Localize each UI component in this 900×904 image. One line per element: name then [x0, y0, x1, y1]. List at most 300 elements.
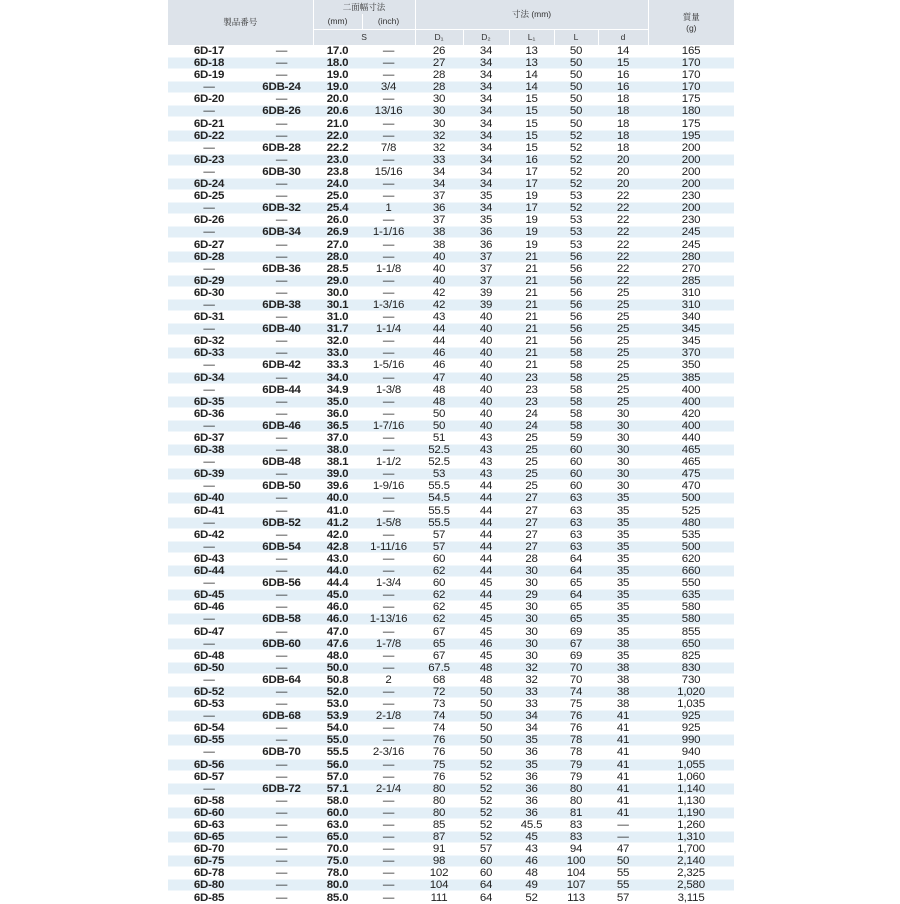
spec-table — [168, 0, 734, 904]
cell-dim-d: 35 — [598, 590, 648, 601]
cell-dim-d2: 45 — [463, 614, 509, 625]
cell-product-no-6db: — — [250, 118, 313, 129]
cell-dim-l: 64 — [554, 566, 598, 577]
header-mm: (mm) — [313, 14, 362, 30]
table-row — [168, 335, 734, 347]
cell-dim-l1: 35 — [509, 735, 554, 746]
table-row — [168, 577, 734, 589]
cell-dim-l1: 21 — [509, 360, 554, 371]
cell-size-mm: 46.0 — [313, 614, 362, 625]
cell-dim-d2: 39 — [463, 287, 509, 298]
cell-size-inch: — — [362, 868, 415, 879]
cell-size-inch: — — [362, 179, 415, 190]
cell-dim-l1: 21 — [509, 251, 554, 262]
cell-size-inch: 2-1/4 — [362, 783, 415, 794]
cell-dim-l1: 30 — [509, 650, 554, 661]
cell-product-no-6db: — — [250, 735, 313, 746]
cell-dim-d1: 74 — [415, 711, 463, 722]
cell-dim-d2: 34 — [463, 106, 509, 117]
cell-dim-d1: 67 — [415, 650, 463, 661]
cell-product-no-6db: — — [250, 191, 313, 202]
cell-product-no-6db: — — [250, 348, 313, 359]
cell-mass: 245 — [648, 227, 734, 238]
cell-size-inch: — — [362, 432, 415, 443]
table-row — [168, 384, 734, 396]
cell-dim-d: 35 — [598, 493, 648, 504]
cell-size-mm: 60.0 — [313, 807, 362, 818]
cell-dim-l: 64 — [554, 590, 598, 601]
cell-size-inch: — — [362, 348, 415, 359]
cell-dim-l1: 30 — [509, 578, 554, 589]
cell-dim-l: 113 — [554, 892, 598, 903]
cell-mass: 310 — [648, 287, 734, 298]
cell-product-no-6d: 6D-80 — [168, 880, 250, 891]
cell-size-mm: 41.0 — [313, 505, 362, 516]
table-row — [168, 686, 734, 698]
cell-dim-d1: 40 — [415, 263, 463, 274]
cell-dim-d: 38 — [598, 662, 648, 673]
cell-dim-d1: 30 — [415, 106, 463, 117]
cell-dim-l1: 21 — [509, 324, 554, 335]
cell-size-inch: 1-13/16 — [362, 614, 415, 625]
cell-dim-d1: 52.5 — [415, 457, 463, 468]
cell-dim-d: 55 — [598, 868, 648, 879]
cell-mass: 1,190 — [648, 807, 734, 818]
cell-size-mm: 45.0 — [313, 590, 362, 601]
cell-product-no-6d: 6D-20 — [168, 94, 250, 105]
header-two-face: 二面幅寸法 — [313, 0, 415, 14]
cell-dim-d1: 48 — [415, 384, 463, 395]
cell-mass: 1,130 — [648, 795, 734, 806]
cell-size-mm: 65.0 — [313, 832, 362, 843]
cell-size-mm: 40.0 — [313, 493, 362, 504]
cell-product-no-6db: 6DB-24 — [250, 82, 313, 93]
cell-dim-l1: 32 — [509, 662, 554, 673]
table-row — [168, 613, 734, 625]
cell-dim-d1: 26 — [415, 45, 463, 56]
cell-product-no-6db: 6DB-42 — [250, 360, 313, 371]
cell-mass: 550 — [648, 578, 734, 589]
cell-size-mm: 21.0 — [313, 118, 362, 129]
cell-product-no-6d: 6D-53 — [168, 699, 250, 710]
cell-product-no-6d: 6D-40 — [168, 493, 250, 504]
cell-mass: 500 — [648, 493, 734, 504]
cell-product-no-6d: — — [168, 384, 250, 395]
cell-dim-l: 56 — [554, 312, 598, 323]
cell-dim-l: 58 — [554, 408, 598, 419]
cell-dim-d1: 68 — [415, 674, 463, 685]
cell-dim-d1: 67 — [415, 626, 463, 637]
cell-size-inch: — — [362, 493, 415, 504]
cell-dim-d2: 34 — [463, 166, 509, 177]
cell-dim-l: 78 — [554, 735, 598, 746]
cell-dim-d: 25 — [598, 384, 648, 395]
cell-dim-d1: 62 — [415, 566, 463, 577]
cell-dim-d1: 76 — [415, 771, 463, 782]
cell-dim-l1: 30 — [509, 614, 554, 625]
cell-size-mm: 42.0 — [313, 529, 362, 540]
cell-dim-l1: 36 — [509, 807, 554, 818]
cell-product-no-6db: — — [250, 723, 313, 734]
cell-dim-l: 63 — [554, 493, 598, 504]
cell-dim-d: 57 — [598, 892, 648, 903]
header-l1: L₁ — [509, 30, 554, 46]
cell-dim-l1: 21 — [509, 299, 554, 310]
cell-dim-d: 41 — [598, 723, 648, 734]
cell-mass: 2,580 — [648, 880, 734, 891]
cell-product-no-6d: 6D-39 — [168, 469, 250, 480]
table-row — [168, 287, 734, 299]
table-row — [168, 819, 734, 831]
cell-dim-d2: 44 — [463, 529, 509, 540]
table-row — [168, 408, 734, 420]
cell-product-no-6d: 6D-60 — [168, 807, 250, 818]
cell-dim-l1: 25 — [509, 457, 554, 468]
cell-size-mm: 38.1 — [313, 457, 362, 468]
cell-size-inch: 1-1/2 — [362, 457, 415, 468]
cell-mass: 650 — [648, 638, 734, 649]
cell-dim-d: 41 — [598, 807, 648, 818]
cell-dim-d: 30 — [598, 481, 648, 492]
cell-product-no-6db: — — [250, 372, 313, 383]
table-row — [168, 795, 734, 807]
cell-product-no-6db: 6DB-34 — [250, 227, 313, 238]
cell-mass: 1,060 — [648, 771, 734, 782]
cell-dim-d1: 36 — [415, 203, 463, 214]
cell-size-inch: — — [362, 566, 415, 577]
spec-sheet — [168, 0, 734, 904]
cell-size-mm: 75.0 — [313, 856, 362, 867]
cell-size-mm: 36.5 — [313, 420, 362, 431]
cell-dim-l: 70 — [554, 662, 598, 673]
cell-product-no-6d: 6D-52 — [168, 686, 250, 697]
cell-product-no-6db: 6DB-70 — [250, 747, 313, 758]
cell-product-no-6d: 6D-48 — [168, 650, 250, 661]
cell-size-inch: 3/4 — [362, 82, 415, 93]
cell-size-inch: — — [362, 469, 415, 480]
cell-dim-d: 18 — [598, 94, 648, 105]
cell-dim-l1: 43 — [509, 844, 554, 855]
cell-dim-d1: 42 — [415, 287, 463, 298]
table-row — [168, 541, 734, 553]
cell-size-mm: 34.0 — [313, 372, 362, 383]
cell-product-no-6d: — — [168, 481, 250, 492]
table-row — [168, 783, 734, 795]
table-body — [168, 45, 734, 904]
cell-size-mm: 55.5 — [313, 747, 362, 758]
cell-dim-d: 41 — [598, 711, 648, 722]
cell-dim-d1: 50 — [415, 408, 463, 419]
table-row — [168, 118, 734, 130]
cell-size-inch: — — [362, 699, 415, 710]
cell-product-no-6d: — — [168, 578, 250, 589]
cell-size-inch: — — [362, 819, 415, 830]
cell-mass: 400 — [648, 396, 734, 407]
cell-dim-d: 35 — [598, 517, 648, 528]
table-row — [168, 432, 734, 444]
cell-mass: 465 — [648, 457, 734, 468]
cell-dim-l: 56 — [554, 324, 598, 335]
cell-dim-l1: 24 — [509, 420, 554, 431]
cell-size-inch: — — [362, 287, 415, 298]
cell-dim-d1: 102 — [415, 868, 463, 879]
cell-dim-d1: 111 — [415, 892, 463, 903]
cell-mass: 400 — [648, 384, 734, 395]
cell-dim-l1: 25 — [509, 469, 554, 480]
table-row — [168, 601, 734, 613]
cell-dim-d2: 40 — [463, 324, 509, 335]
cell-size-inch: — — [362, 58, 415, 69]
cell-mass: 280 — [648, 251, 734, 262]
cell-product-no-6db: — — [250, 880, 313, 891]
cell-dim-d2: 50 — [463, 699, 509, 710]
cell-product-no-6d: 6D-21 — [168, 118, 250, 129]
cell-size-inch: — — [362, 191, 415, 202]
cell-size-mm: 54.0 — [313, 723, 362, 734]
cell-dim-d1: 43 — [415, 312, 463, 323]
cell-dim-d: — — [598, 832, 648, 843]
table-row — [168, 154, 734, 166]
cell-product-no-6d: 6D-30 — [168, 287, 250, 298]
cell-size-mm: 47.0 — [313, 626, 362, 637]
cell-dim-l1: 15 — [509, 118, 554, 129]
cell-dim-d: 18 — [598, 130, 648, 141]
table-row — [168, 468, 734, 480]
cell-dim-l: 56 — [554, 336, 598, 347]
cell-size-mm: 28.5 — [313, 263, 362, 274]
cell-dim-d1: 62 — [415, 614, 463, 625]
cell-dim-l1: 27 — [509, 493, 554, 504]
cell-dim-d: 25 — [598, 348, 648, 359]
cell-dim-l1: 13 — [509, 45, 554, 56]
cell-dim-d: 18 — [598, 118, 648, 129]
cell-product-no-6db: 6DB-26 — [250, 106, 313, 117]
cell-dim-d: 25 — [598, 360, 648, 371]
cell-dim-l: 56 — [554, 275, 598, 286]
cell-size-inch: 7/8 — [362, 142, 415, 153]
cell-mass: 990 — [648, 735, 734, 746]
table-row — [168, 734, 734, 746]
cell-product-no-6db: — — [250, 130, 313, 141]
cell-size-mm: 57.0 — [313, 771, 362, 782]
cell-dim-d: 41 — [598, 735, 648, 746]
cell-dim-l: 81 — [554, 807, 598, 818]
cell-dim-d2: 44 — [463, 493, 509, 504]
cell-size-mm: 85.0 — [313, 892, 362, 903]
cell-product-no-6d: 6D-29 — [168, 275, 250, 286]
table-row — [168, 226, 734, 238]
cell-product-no-6d: — — [168, 324, 250, 335]
cell-product-no-6db: — — [250, 336, 313, 347]
cell-dim-d: 30 — [598, 445, 648, 456]
cell-dim-l: 76 — [554, 711, 598, 722]
table-row — [168, 190, 734, 202]
cell-product-no-6db: — — [250, 312, 313, 323]
cell-product-no-6d: 6D-19 — [168, 70, 250, 81]
cell-product-no-6d: 6D-44 — [168, 566, 250, 577]
cell-size-inch: — — [362, 759, 415, 770]
cell-size-mm: 33.3 — [313, 360, 362, 371]
cell-dim-d1: 51 — [415, 432, 463, 443]
cell-size-mm: 26.0 — [313, 215, 362, 226]
cell-size-mm: 22.0 — [313, 130, 362, 141]
cell-dim-d2: 50 — [463, 686, 509, 697]
table-row — [168, 674, 734, 686]
cell-product-no-6d: — — [168, 457, 250, 468]
cell-dim-d: 15 — [598, 58, 648, 69]
cell-size-mm: 63.0 — [313, 819, 362, 830]
cell-dim-d: 35 — [598, 541, 648, 552]
cell-dim-d1: 38 — [415, 227, 463, 238]
cell-product-no-6d: 6D-22 — [168, 130, 250, 141]
cell-dim-d1: 47 — [415, 372, 463, 383]
cell-dim-d: 38 — [598, 686, 648, 697]
table-row — [168, 892, 734, 904]
cell-dim-d1: 60 — [415, 578, 463, 589]
cell-dim-d: 25 — [598, 324, 648, 335]
cell-size-inch: — — [362, 70, 415, 81]
cell-dim-d: 22 — [598, 239, 648, 250]
cell-product-no-6db: — — [250, 662, 313, 673]
cell-size-mm: 47.6 — [313, 638, 362, 649]
cell-size-mm: 78.0 — [313, 868, 362, 879]
cell-dim-d2: 43 — [463, 469, 509, 480]
cell-mass: 465 — [648, 445, 734, 456]
cell-product-no-6db: — — [250, 179, 313, 190]
cell-product-no-6d: — — [168, 166, 250, 177]
cell-dim-d: 22 — [598, 227, 648, 238]
cell-mass: 165 — [648, 45, 734, 56]
cell-dim-d2: 40 — [463, 360, 509, 371]
cell-dim-d: 20 — [598, 166, 648, 177]
table-row — [168, 843, 734, 855]
cell-dim-l: 74 — [554, 686, 598, 697]
cell-dim-d2: 44 — [463, 517, 509, 528]
cell-size-inch: — — [362, 275, 415, 286]
cell-dim-d: 30 — [598, 420, 648, 431]
cell-dim-l: 58 — [554, 360, 598, 371]
cell-size-inch: — — [362, 807, 415, 818]
table-row — [168, 45, 734, 57]
cell-size-mm: 44.0 — [313, 566, 362, 577]
cell-product-no-6d: 6D-23 — [168, 154, 250, 165]
cell-dim-d1: 28 — [415, 82, 463, 93]
cell-size-mm: 31.7 — [313, 324, 362, 335]
table-row — [168, 239, 734, 251]
cell-dim-d: 25 — [598, 396, 648, 407]
cell-dim-d2: 34 — [463, 203, 509, 214]
cell-product-no-6db: — — [250, 275, 313, 286]
cell-size-mm: 20.0 — [313, 94, 362, 105]
cell-mass: 1,260 — [648, 819, 734, 830]
cell-size-inch: — — [362, 832, 415, 843]
cell-dim-l: 58 — [554, 396, 598, 407]
cell-product-no-6d: 6D-42 — [168, 529, 250, 540]
table-row — [168, 879, 734, 891]
cell-mass: 385 — [648, 372, 734, 383]
table-row — [168, 456, 734, 468]
cell-size-mm: 39.6 — [313, 481, 362, 492]
cell-dim-d: 30 — [598, 457, 648, 468]
cell-dim-l: 50 — [554, 94, 598, 105]
cell-dim-l: 60 — [554, 481, 598, 492]
cell-size-mm: 24.0 — [313, 179, 362, 190]
cell-dim-d2: 64 — [463, 880, 509, 891]
cell-product-no-6d: — — [168, 227, 250, 238]
cell-dim-d: 35 — [598, 650, 648, 661]
cell-dim-d: 25 — [598, 336, 648, 347]
cell-dim-l: 52 — [554, 130, 598, 141]
cell-dim-d2: 39 — [463, 299, 509, 310]
cell-dim-d: 22 — [598, 275, 648, 286]
table-row — [168, 855, 734, 867]
cell-dim-l1: 33 — [509, 699, 554, 710]
cell-dim-d2: 34 — [463, 142, 509, 153]
cell-size-mm: 38.0 — [313, 445, 362, 456]
cell-dim-l: 67 — [554, 638, 598, 649]
cell-dim-d2: 43 — [463, 432, 509, 443]
cell-size-inch: — — [362, 686, 415, 697]
cell-mass: 285 — [648, 275, 734, 286]
cell-dim-d1: 67.5 — [415, 662, 463, 673]
table-row — [168, 807, 734, 819]
cell-dim-l: 52 — [554, 179, 598, 190]
cell-product-no-6d: 6D-57 — [168, 771, 250, 782]
cell-dim-l: 94 — [554, 844, 598, 855]
cell-dim-d1: 80 — [415, 807, 463, 818]
table-row — [168, 263, 734, 275]
cell-product-no-6d: 6D-37 — [168, 432, 250, 443]
cell-dim-l1: 21 — [509, 263, 554, 274]
cell-dim-d2: 40 — [463, 408, 509, 419]
cell-product-no-6db: — — [250, 590, 313, 601]
cell-dim-d: 35 — [598, 578, 648, 589]
cell-dim-d1: 52.5 — [415, 445, 463, 456]
cell-dim-d: 25 — [598, 372, 648, 383]
cell-product-no-6db: — — [250, 154, 313, 165]
table-row — [168, 698, 734, 710]
cell-product-no-6d: 6D-50 — [168, 662, 250, 673]
cell-product-no-6d: — — [168, 614, 250, 625]
cell-mass: 200 — [648, 142, 734, 153]
cell-dim-d1: 65 — [415, 638, 463, 649]
cell-dim-d2: 40 — [463, 420, 509, 431]
cell-dim-d: 35 — [598, 505, 648, 516]
table-row — [168, 251, 734, 263]
cell-product-no-6db: 6DB-38 — [250, 299, 313, 310]
cell-product-no-6db: — — [250, 699, 313, 710]
cell-mass: 580 — [648, 614, 734, 625]
cell-mass: 170 — [648, 58, 734, 69]
cell-product-no-6d: — — [168, 142, 250, 153]
cell-product-no-6db: 6DB-48 — [250, 457, 313, 468]
cell-product-no-6db: 6DB-28 — [250, 142, 313, 153]
cell-mass: 730 — [648, 674, 734, 685]
cell-dim-d1: 32 — [415, 142, 463, 153]
cell-product-no-6db: — — [250, 529, 313, 540]
cell-dim-l: 65 — [554, 578, 598, 589]
cell-product-no-6db: 6DB-72 — [250, 783, 313, 794]
cell-dim-l: 58 — [554, 384, 598, 395]
cell-dim-l1: 21 — [509, 348, 554, 359]
cell-size-inch: — — [362, 251, 415, 262]
cell-dim-d: 16 — [598, 70, 648, 81]
cell-mass: 1,055 — [648, 759, 734, 770]
cell-dim-l1: 30 — [509, 602, 554, 613]
cell-size-inch: — — [362, 723, 415, 734]
table-row — [168, 444, 734, 456]
cell-dim-l: 69 — [554, 650, 598, 661]
